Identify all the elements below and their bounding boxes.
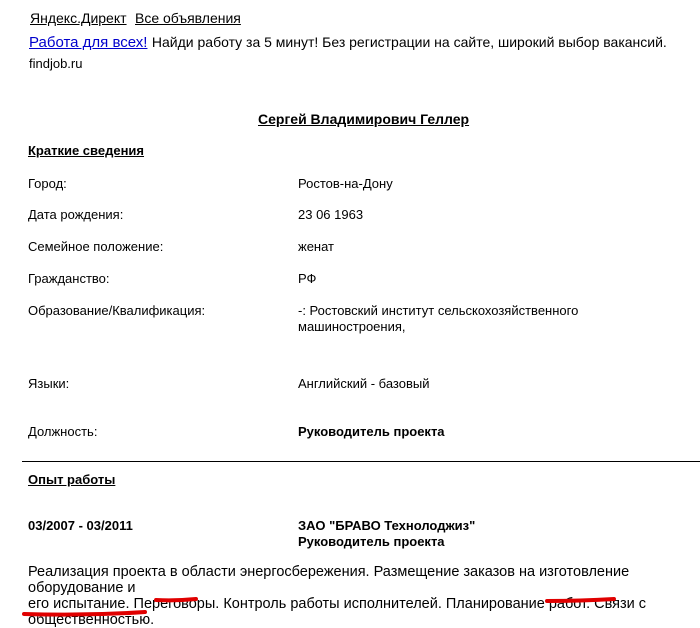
- field-value-birthdate: 23 06 1963: [298, 207, 364, 222]
- brief-heading: Краткие сведения: [28, 143, 145, 158]
- field-value-city: Ростов-на-Дону: [298, 176, 393, 191]
- field-value-marital: женат: [298, 239, 335, 254]
- field-label-languages: Языки:: [28, 376, 70, 391]
- job-desc-text: . Контроль работы исполнителей. Планирование работ.: [215, 596, 595, 612]
- field-label-city: Город:: [28, 176, 67, 191]
- field-label-position: Должность:: [28, 424, 98, 439]
- job-desc-line1: Реализация проекта в области энергосбережения. Размещение заказов на изготовление оборудование и: [28, 564, 630, 596]
- highlight-public-relations: Связи с: [594, 596, 647, 612]
- yandex-direct-link[interactable]: Яндекс.Директ: [30, 10, 127, 26]
- job-company: ЗАО "БРАВО Технолоджиз": [298, 518, 476, 533]
- field-value-education-line1: -: Ростовский институт сельскохозяйственного: [298, 303, 579, 318]
- field-value-position: Руководитель проекта: [298, 424, 445, 439]
- highlight-public-relations-cont: общественностью: [28, 612, 151, 628]
- job-desc-line3: [28, 612, 690, 628]
- resume-name: Сергей Владимирович Геллер: [258, 111, 470, 127]
- highlight-negotiations: Переговоры: [133, 596, 216, 612]
- field-label-birthdate: Дата рождения:: [28, 207, 124, 222]
- ad-domain: findjob.ru: [29, 56, 83, 71]
- field-label-education: Образование/Квалификация:: [28, 303, 206, 318]
- experience-heading: Опыт работы: [28, 472, 116, 487]
- field-value-languages: Английский - базовый: [298, 376, 430, 391]
- ad-text: Найди работу за 5 минут! Без регистрации на сайте, широкий выбор вакансий.: [151, 34, 667, 50]
- field-value-education-line2: машиностроения,: [298, 319, 406, 334]
- job-desc-line2: [28, 596, 690, 612]
- all-ads-link[interactable]: Все объявления: [135, 10, 241, 26]
- job-period: 03/2007 - 03/2011: [28, 518, 133, 533]
- ad-line: [29, 34, 667, 52]
- field-label-citizenship: Гражданство:: [28, 271, 110, 286]
- job-description: [28, 564, 690, 628]
- job-position: Руководитель проекта: [298, 534, 445, 549]
- section-divider: [22, 461, 700, 462]
- job-desc-text: .: [150, 612, 155, 628]
- field-value-citizenship: РФ: [298, 271, 317, 286]
- ad-title-link[interactable]: Работа для всех!: [29, 34, 148, 51]
- field-label-marital: Семейное положение:: [28, 239, 164, 254]
- job-desc-text: его испытание.: [28, 596, 134, 612]
